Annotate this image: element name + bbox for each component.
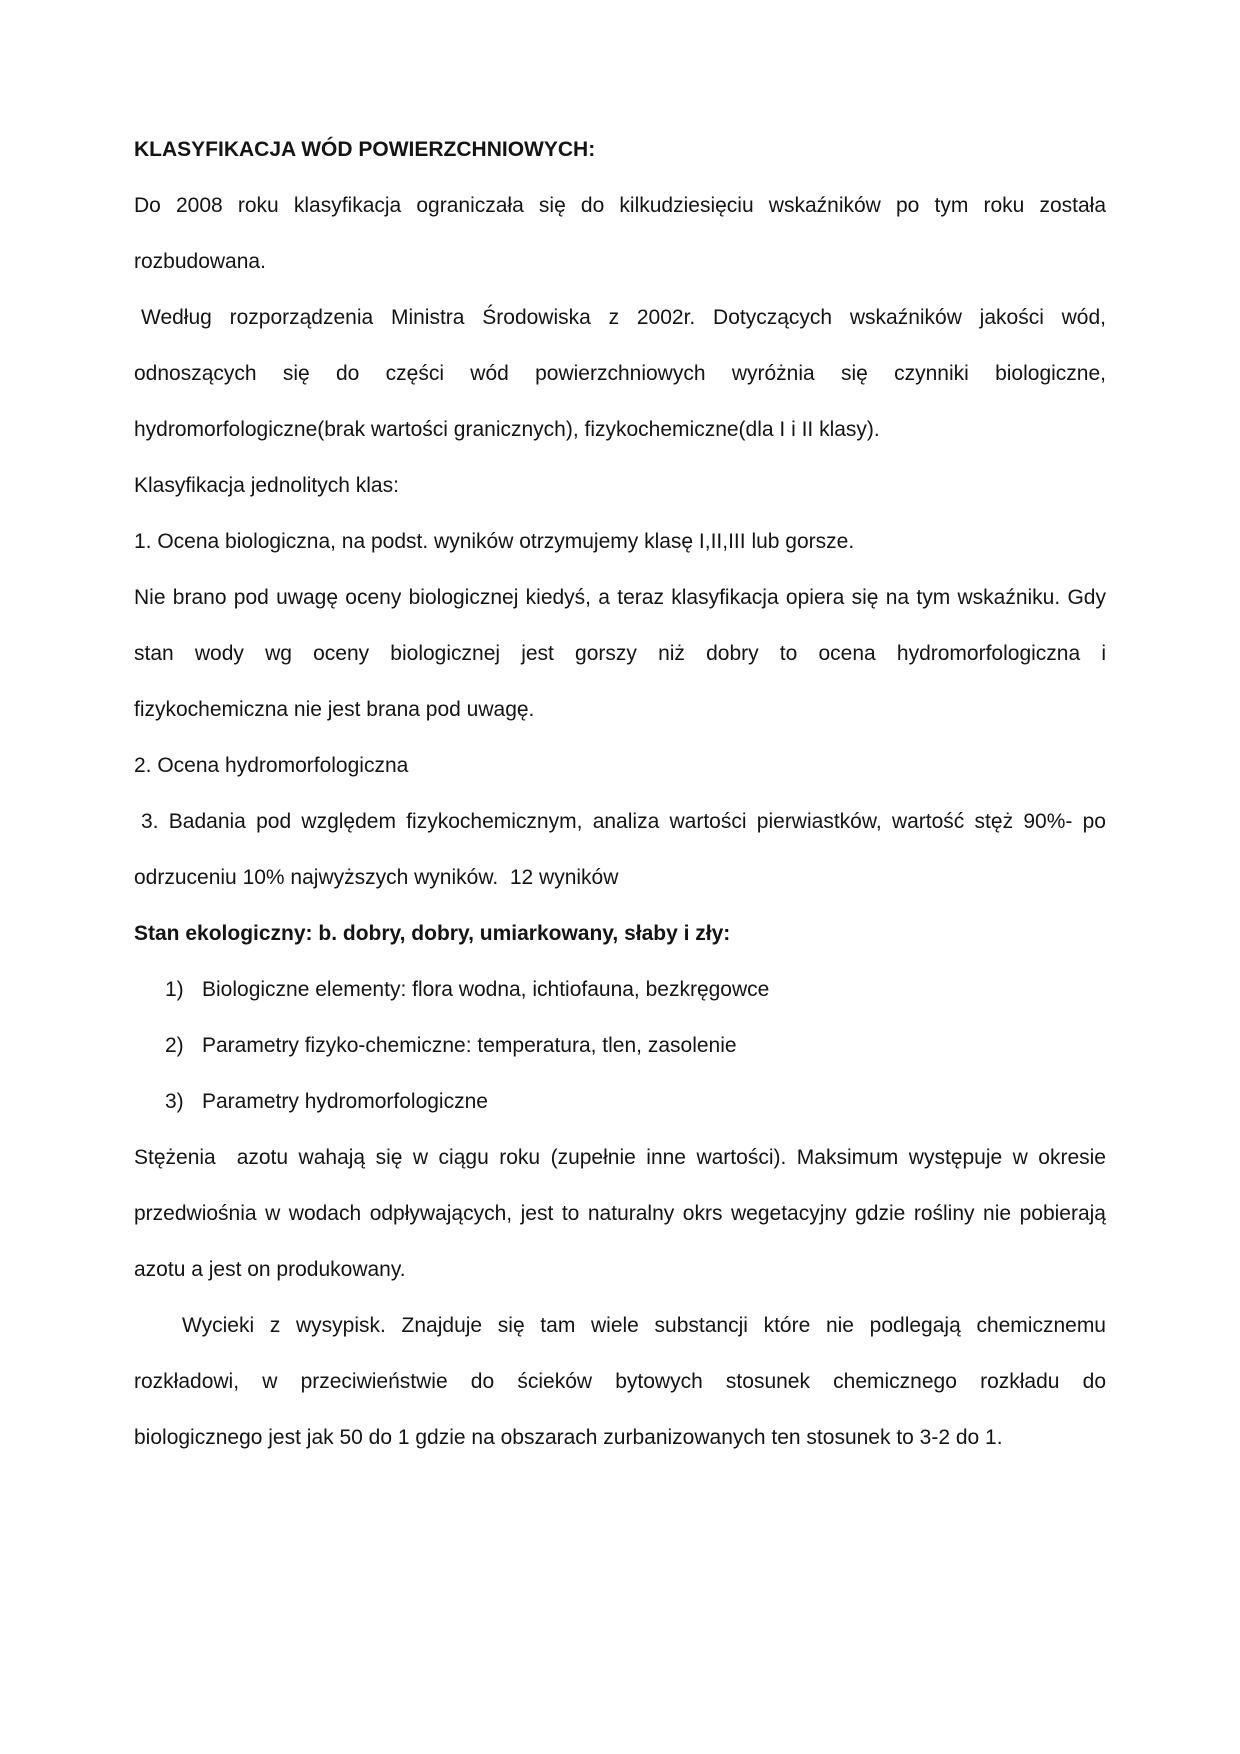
text-line: hydromorfologiczne(brak wartości granicznych), fizykochemiczne(dla I i II klasy). [134, 418, 880, 441]
list-item [134, 962, 1106, 1018]
text-line: rozbudowana. [134, 250, 266, 273]
text-line: rozkładowi, w przeciwieństwie do ścieków bytowych stosunek chemicznego rozkładu do [134, 1370, 1106, 1393]
text-line: Stan ekologiczny: b. dobry, dobry, umiarkowany, słaby i zły: [134, 922, 731, 945]
list-item-text: Parametry fizyko-chemiczne: temperatura, tlen, zasolenie [202, 1034, 737, 1057]
paragraph-wycieki [134, 1298, 1106, 1466]
paragraph-klasyfikacja-jednolitych [134, 458, 1106, 514]
paragraph-ocena-hydromorfologiczna [134, 738, 1106, 794]
text-line: odrzuceniu 10% najwyższych wyników. 12 wyników [134, 866, 619, 889]
paragraph-nie-brano [134, 570, 1106, 738]
text-line: KLASYFIKACJA WÓD POWIERZCHNIOWYCH: [134, 138, 596, 161]
text-line: biologicznego jest jak 50 do 1 gdzie na obszarach zurbanizowanych ten stosunek to 3-2 do 1. [134, 1426, 1003, 1449]
paragraph-ocena-biologiczna [134, 514, 1106, 570]
text-line: fizykochemiczna nie jest brana pod uwagę. [134, 698, 535, 721]
text-line: Stężenia azotu wahają się w ciągu roku (zupełnie inne wartości). Maksimum występuje w okresie [134, 1146, 1106, 1169]
text-line: odnoszących się do części wód powierzchniowych wyróżnia się czynniki biologiczne, [134, 362, 1106, 385]
paragraph-stan-ekologiczny [134, 906, 1106, 962]
paragraph-badania [134, 794, 1106, 906]
text-line: 2. Ocena hydromorfologiczna [134, 754, 409, 777]
ordered-list-parametry [134, 962, 1106, 1130]
list-marker: 1) [165, 978, 184, 1001]
text-line: Klasyfikacja jednolitych klas: [134, 474, 399, 497]
document-title [134, 122, 1106, 178]
paragraph-rozporzadzenie [134, 290, 1106, 458]
text-line: Do 2008 roku klasyfikacja ograniczała się do kilkudziesięciu wskaźników po tym roku została [134, 194, 1106, 217]
list-item [134, 1018, 1106, 1074]
list-item-text: Parametry hydromorfologiczne [202, 1090, 488, 1113]
paragraph-intro [134, 178, 1106, 290]
text-line: 1. Ocena biologiczna, na podst. wyników otrzymujemy klasę I,II,III lub gorsze. [134, 530, 855, 553]
text-line: Wycieki z wysypisk. Znajduje się tam wiele substancji które nie podlegają chemicznemu [182, 1314, 1106, 1337]
text-line: azotu a jest on produkowany. [134, 1258, 406, 1281]
text-line: Nie brano pod uwagę oceny biologicznej kiedyś, a teraz klasyfikacja opiera się na tym wskaźniku. Gdy [134, 586, 1106, 609]
paragraph-stezenia-azotu [134, 1130, 1106, 1298]
list-item [134, 1074, 1106, 1130]
list-item-text: Biologiczne elementy: flora wodna, ichtiofauna, bezkręgowce [202, 978, 770, 1001]
text-line: przedwiośnia w wodach odpływających, jest to naturalny okrs wegetacyjny gdzie rośliny nie pobierają [134, 1202, 1106, 1225]
list-marker: 3) [165, 1090, 184, 1113]
text-line: Według rozporządzenia Ministra Środowiska z 2002r. Dotyczących wskaźników jakości wód, [141, 306, 1106, 329]
text-line: 3. Badania pod względem fizykochemicznym, analiza wartości pierwiastków, wartość stęż 90%- po [141, 810, 1106, 833]
text-line: stan wody wg oceny biologicznej jest gorszy niż dobry to ocena hydromorfologiczna i [134, 642, 1106, 665]
list-marker: 2) [165, 1034, 184, 1057]
